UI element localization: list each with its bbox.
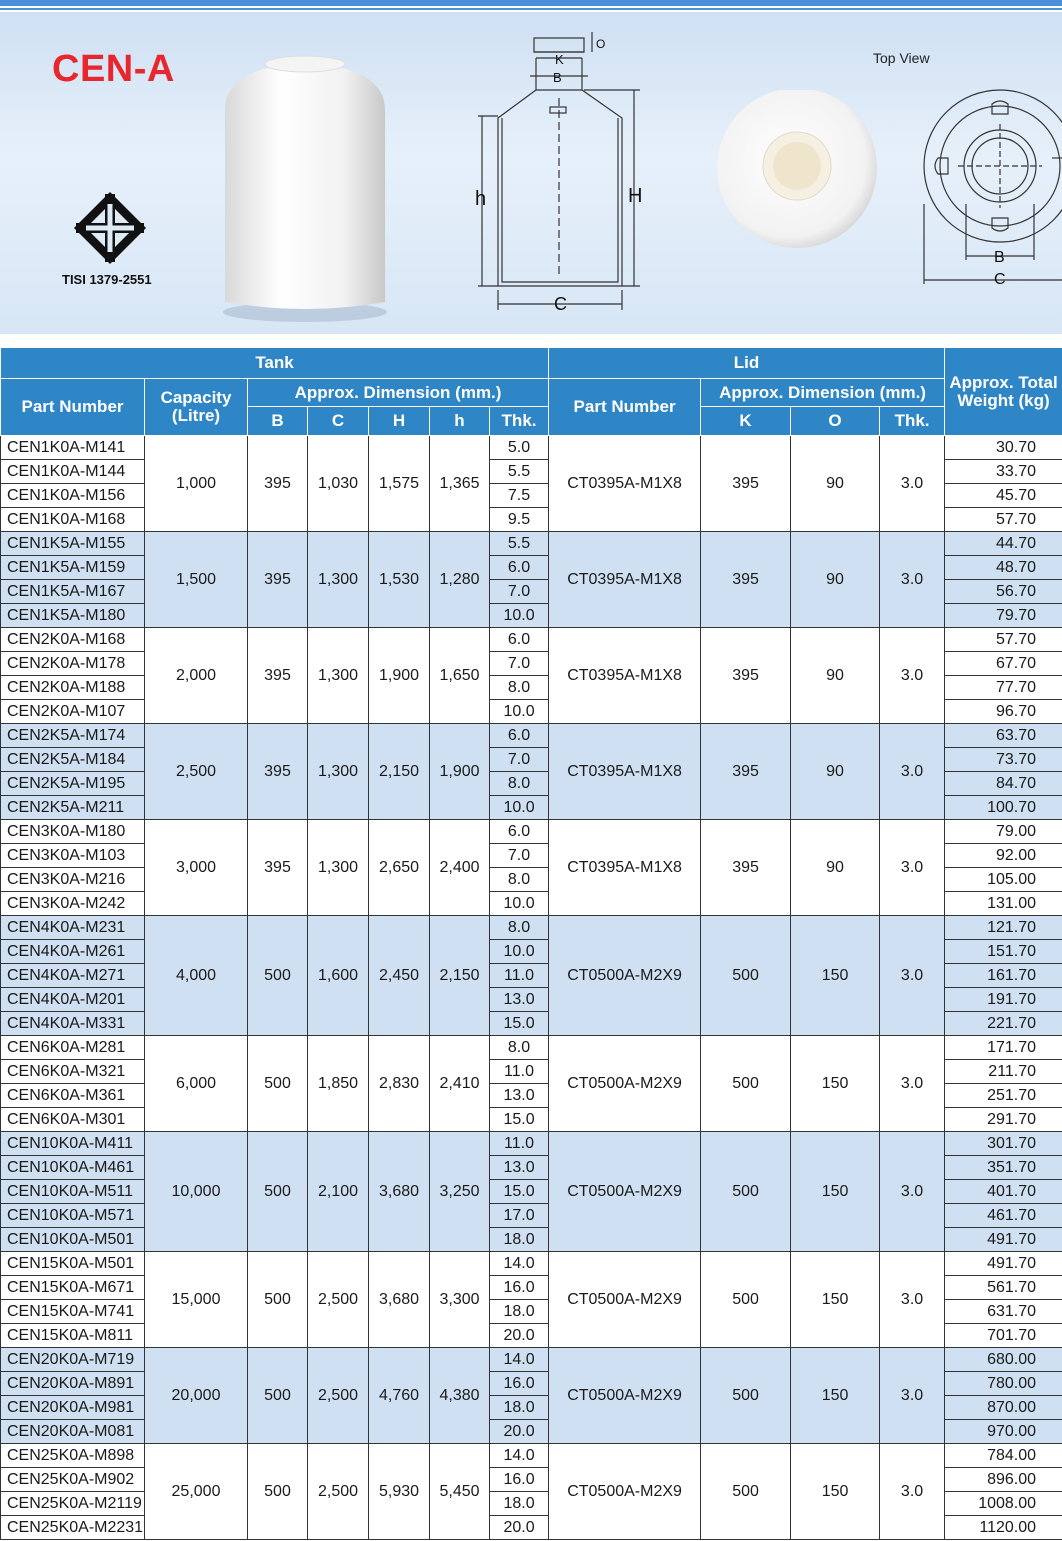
dim-c-cell: 2,500 — [308, 1252, 369, 1348]
lid-group-header: Lid — [549, 348, 945, 379]
thickness-cell: 16.0 — [490, 1276, 549, 1300]
part-number-cell: CEN15K0A-M811 — [1, 1324, 145, 1348]
thickness-cell: 8.0 — [490, 916, 549, 940]
thickness-cell: 8.0 — [490, 772, 549, 796]
weight-cell: 1120.00 — [945, 1516, 1062, 1540]
dim-h-cell: 2,400 — [430, 820, 490, 916]
top-view-diagram — [918, 84, 1062, 284]
table-row — [1, 628, 1062, 652]
part-number-cell: CEN25K0A-M898 — [1, 1444, 145, 1468]
dim-c-cell: 2,100 — [308, 1132, 369, 1252]
part-number-cell: CEN1K5A-M155 — [1, 532, 145, 556]
table-row — [1, 1348, 1062, 1372]
dim-label-o: O — [596, 37, 606, 51]
dim-H-cell: 3,680 — [369, 1252, 430, 1348]
dim-b-cell: 395 — [248, 820, 308, 916]
spec-table-body — [1, 436, 1062, 1540]
part-number-cell: CEN1K0A-M144 — [1, 460, 145, 484]
part-number-cell: CEN3K0A-M180 — [1, 820, 145, 844]
spec-table — [0, 347, 1062, 1540]
dim-b-cell: 500 — [248, 1036, 308, 1132]
lid-part-number-header: Part Number — [549, 379, 701, 436]
weight-cell: 79.70 — [945, 604, 1062, 628]
lid-o-cell: 150 — [791, 1444, 880, 1540]
weight-cell: 161.70 — [945, 964, 1062, 988]
thickness-cell: 18.0 — [490, 1300, 549, 1324]
weight-cell: 211.70 — [945, 1060, 1062, 1084]
top-rule-thin — [0, 8, 1062, 10]
part-number-cell: CEN1K0A-M168 — [1, 508, 145, 532]
lid-k-cell: 500 — [701, 1348, 791, 1444]
lid-thickness-cell: 3.0 — [880, 1132, 945, 1252]
weight-cell: 44.70 — [945, 532, 1062, 556]
tank-dimension-diagram — [470, 28, 650, 318]
weight-cell: 84.70 — [945, 772, 1062, 796]
table-row — [1, 1036, 1062, 1060]
weight-cell: 680.00 — [945, 1348, 1062, 1372]
part-number-header: Part Number — [1, 379, 145, 436]
thickness-cell: 17.0 — [490, 1204, 549, 1228]
table-row — [1, 1252, 1062, 1276]
table-row — [1, 1444, 1062, 1468]
part-number-cell: CEN10K0A-M501 — [1, 1228, 145, 1252]
table-row — [1, 1132, 1062, 1156]
dim-b-cell: 395 — [248, 532, 308, 628]
dim-H-cell: 1,575 — [369, 436, 430, 532]
lid-part-number-cell: CT0500A-M2X9 — [549, 1132, 701, 1252]
dim-c-cell: 1,300 — [308, 724, 369, 820]
part-number-cell: CEN10K0A-M511 — [1, 1180, 145, 1204]
lid-thickness-cell: 3.0 — [880, 1444, 945, 1540]
dim-label-c: C — [554, 294, 567, 314]
weight-cell: 30.70 — [945, 436, 1062, 460]
lid-thickness-cell: 3.0 — [880, 1252, 945, 1348]
thickness-cell: 11.0 — [490, 1060, 549, 1084]
dim-h-cell: 3,300 — [430, 1252, 490, 1348]
thickness-cell: 11.0 — [490, 1132, 549, 1156]
thickness-cell: 13.0 — [490, 1084, 549, 1108]
part-number-cell: CEN6K0A-M281 — [1, 1036, 145, 1060]
dim-label-b: B — [553, 70, 562, 85]
weight-cell: 77.70 — [945, 676, 1062, 700]
capacity-cell: 25,000 — [145, 1444, 248, 1540]
lid-o-cell: 150 — [791, 1252, 880, 1348]
lid-k-cell: 395 — [701, 532, 791, 628]
dim-c-cell: 1,300 — [308, 532, 369, 628]
weight-cell: 100.70 — [945, 796, 1062, 820]
lid-k-cell: 500 — [701, 1036, 791, 1132]
top-rule — [0, 0, 1062, 6]
lid-o-cell: 90 — [791, 532, 880, 628]
col-thk-header: Thk. — [490, 407, 549, 436]
weight-cell: 63.70 — [945, 724, 1062, 748]
product-banner — [0, 12, 1062, 334]
top-dim-label-b: B — [994, 249, 1005, 266]
thickness-cell: 13.0 — [490, 1156, 549, 1180]
capacity-header: Capacity (Litre) — [145, 379, 248, 436]
weight-cell: 33.70 — [945, 460, 1062, 484]
dim-H-cell: 1,530 — [369, 532, 430, 628]
col-lid-thk-header: Thk. — [880, 407, 945, 436]
weight-cell: 121.70 — [945, 916, 1062, 940]
part-number-cell: CEN2K0A-M107 — [1, 700, 145, 724]
part-number-cell: CEN2K0A-M178 — [1, 652, 145, 676]
part-number-cell: CEN20K0A-M891 — [1, 1372, 145, 1396]
col-o-header: O — [791, 407, 880, 436]
product-title: CEN-A — [52, 48, 175, 90]
part-number-cell: CEN6K0A-M321 — [1, 1060, 145, 1084]
thickness-cell: 15.0 — [490, 1180, 549, 1204]
dim-h-cell: 1,900 — [430, 724, 490, 820]
part-number-cell: CEN25K0A-M2119 — [1, 1492, 145, 1516]
dim-H-cell: 2,150 — [369, 724, 430, 820]
thickness-cell: 14.0 — [490, 1444, 549, 1468]
lid-o-cell: 150 — [791, 1036, 880, 1132]
lid-k-cell: 500 — [701, 1444, 791, 1540]
weight-cell: 291.70 — [945, 1108, 1062, 1132]
dim-label-h-big: H — [628, 185, 643, 207]
part-number-cell: CEN2K5A-M195 — [1, 772, 145, 796]
weight-cell: 870.00 — [945, 1396, 1062, 1420]
dim-h-cell: 3,250 — [430, 1132, 490, 1252]
thickness-cell: 10.0 — [490, 940, 549, 964]
col-c-header: C — [308, 407, 369, 436]
tisi-logo-icon — [72, 190, 148, 266]
part-number-cell: CEN20K0A-M981 — [1, 1396, 145, 1420]
lid-thickness-cell: 3.0 — [880, 628, 945, 724]
part-number-cell: CEN2K0A-M188 — [1, 676, 145, 700]
weight-cell: 1008.00 — [945, 1492, 1062, 1516]
dim-c-cell: 2,500 — [308, 1444, 369, 1540]
part-number-cell: CEN4K0A-M201 — [1, 988, 145, 1012]
part-number-cell: CEN2K5A-M174 — [1, 724, 145, 748]
dim-H-cell: 3,680 — [369, 1132, 430, 1252]
part-number-cell: CEN10K0A-M411 — [1, 1132, 145, 1156]
weight-cell: 57.70 — [945, 628, 1062, 652]
thickness-cell: 14.0 — [490, 1348, 549, 1372]
part-number-cell: CEN1K0A-M141 — [1, 436, 145, 460]
capacity-cell: 3,000 — [145, 820, 248, 916]
thickness-cell: 8.0 — [490, 676, 549, 700]
dim-h-cell: 1,365 — [430, 436, 490, 532]
dim-H-cell: 2,650 — [369, 820, 430, 916]
part-number-cell: CEN4K0A-M271 — [1, 964, 145, 988]
lid-part-number-cell: CT0395A-M1X8 — [549, 436, 701, 532]
lid-o-cell: 90 — [791, 436, 880, 532]
weight-cell: 92.00 — [945, 844, 1062, 868]
lid-o-cell: 90 — [791, 628, 880, 724]
table-row — [1, 436, 1062, 460]
part-number-cell: CEN4K0A-M261 — [1, 940, 145, 964]
thickness-cell: 16.0 — [490, 1468, 549, 1492]
table-row — [1, 820, 1062, 844]
weight-cell: 631.70 — [945, 1300, 1062, 1324]
lid-part-number-cell: CT0395A-M1X8 — [549, 532, 701, 628]
thickness-cell: 5.0 — [490, 436, 549, 460]
lid-thickness-cell: 3.0 — [880, 532, 945, 628]
dim-h-cell: 2,150 — [430, 916, 490, 1036]
thickness-cell: 6.0 — [490, 724, 549, 748]
weight-cell: 96.70 — [945, 700, 1062, 724]
dim-h-cell: 4,380 — [430, 1348, 490, 1444]
weight-cell: 131.00 — [945, 892, 1062, 916]
part-number-cell: CEN1K5A-M167 — [1, 580, 145, 604]
lid-part-number-cell: CT0500A-M2X9 — [549, 916, 701, 1036]
dim-label-h-small: h — [475, 188, 487, 210]
lid-part-number-cell: CT0395A-M1X8 — [549, 820, 701, 916]
weight-cell: 151.70 — [945, 940, 1062, 964]
dim-H-cell: 4,760 — [369, 1348, 430, 1444]
dim-b-cell: 395 — [248, 628, 308, 724]
weight-cell: 461.70 — [945, 1204, 1062, 1228]
dim-b-cell: 500 — [248, 1132, 308, 1252]
weight-cell: 701.70 — [945, 1324, 1062, 1348]
dim-b-cell: 395 — [248, 436, 308, 532]
part-number-cell: CEN2K0A-M168 — [1, 628, 145, 652]
capacity-cell: 15,000 — [145, 1252, 248, 1348]
thickness-cell: 9.5 — [490, 508, 549, 532]
thickness-cell: 20.0 — [490, 1324, 549, 1348]
col-h-header: h — [430, 407, 490, 436]
part-number-cell: CEN4K0A-M231 — [1, 916, 145, 940]
lid-thickness-cell: 3.0 — [880, 820, 945, 916]
thickness-cell: 20.0 — [490, 1516, 549, 1540]
thickness-cell: 7.0 — [490, 844, 549, 868]
lid-k-cell: 395 — [701, 724, 791, 820]
lid-k-cell: 500 — [701, 1132, 791, 1252]
lid-o-cell: 90 — [791, 820, 880, 916]
dim-H-cell: 5,930 — [369, 1444, 430, 1540]
lid-thickness-cell: 3.0 — [880, 1036, 945, 1132]
lid-thickness-cell: 3.0 — [880, 436, 945, 532]
weight-cell: 105.00 — [945, 868, 1062, 892]
part-number-cell: CEN20K0A-M719 — [1, 1348, 145, 1372]
capacity-cell: 2,500 — [145, 724, 248, 820]
thickness-cell: 18.0 — [490, 1492, 549, 1516]
top-view-label: Top View — [873, 50, 930, 66]
lid-part-number-cell: CT0500A-M2X9 — [549, 1348, 701, 1444]
weight-header: Approx. Total Weight (kg) — [945, 348, 1062, 436]
table-row — [1, 916, 1062, 940]
part-number-cell: CEN10K0A-M461 — [1, 1156, 145, 1180]
weight-cell: 171.70 — [945, 1036, 1062, 1060]
weight-cell: 57.70 — [945, 508, 1062, 532]
weight-cell: 221.70 — [945, 1012, 1062, 1036]
thickness-cell: 5.5 — [490, 532, 549, 556]
dim-H-cell: 2,830 — [369, 1036, 430, 1132]
thickness-cell: 6.0 — [490, 628, 549, 652]
part-number-cell: CEN1K5A-M180 — [1, 604, 145, 628]
lid-k-cell: 500 — [701, 1252, 791, 1348]
thickness-cell: 13.0 — [490, 988, 549, 1012]
thickness-cell: 20.0 — [490, 1420, 549, 1444]
weight-cell: 491.70 — [945, 1252, 1062, 1276]
thickness-cell: 16.0 — [490, 1372, 549, 1396]
thickness-cell: 14.0 — [490, 1252, 549, 1276]
weight-cell: 970.00 — [945, 1420, 1062, 1444]
thickness-cell: 10.0 — [490, 604, 549, 628]
lid-thickness-cell: 3.0 — [880, 1348, 945, 1444]
weight-cell: 73.70 — [945, 748, 1062, 772]
dim-b-cell: 500 — [248, 916, 308, 1036]
weight-cell: 301.70 — [945, 1132, 1062, 1156]
lid-o-cell: 150 — [791, 1348, 880, 1444]
lid-thickness-cell: 3.0 — [880, 916, 945, 1036]
thickness-cell: 8.0 — [490, 1036, 549, 1060]
weight-cell: 401.70 — [945, 1180, 1062, 1204]
thickness-cell: 18.0 — [490, 1228, 549, 1252]
part-number-cell: CEN6K0A-M361 — [1, 1084, 145, 1108]
thickness-cell: 10.0 — [490, 796, 549, 820]
part-number-cell: CEN3K0A-M242 — [1, 892, 145, 916]
capacity-cell: 2,000 — [145, 628, 248, 724]
lid-o-cell: 150 — [791, 916, 880, 1036]
capacity-cell: 20,000 — [145, 1348, 248, 1444]
table-row — [1, 532, 1062, 556]
lid-part-number-cell: CT0500A-M2X9 — [549, 1252, 701, 1348]
capacity-cell: 6,000 — [145, 1036, 248, 1132]
dim-h-cell: 2,410 — [430, 1036, 490, 1132]
weight-cell: 191.70 — [945, 988, 1062, 1012]
thickness-cell: 15.0 — [490, 1108, 549, 1132]
lid-k-cell: 395 — [701, 820, 791, 916]
part-number-cell: CEN4K0A-M331 — [1, 1012, 145, 1036]
thickness-cell: 7.0 — [490, 652, 549, 676]
capacity-cell: 4,000 — [145, 916, 248, 1036]
part-number-cell: CEN3K0A-M216 — [1, 868, 145, 892]
lid-thickness-cell: 3.0 — [880, 724, 945, 820]
thickness-cell: 18.0 — [490, 1396, 549, 1420]
dim-label-k: K — [555, 52, 564, 67]
part-number-cell: CEN15K0A-M741 — [1, 1300, 145, 1324]
part-number-cell: CEN15K0A-M671 — [1, 1276, 145, 1300]
dim-c-cell: 2,500 — [308, 1348, 369, 1444]
col-k-header: K — [701, 407, 791, 436]
weight-cell: 56.70 — [945, 580, 1062, 604]
lid-part-number-cell: CT0395A-M1X8 — [549, 724, 701, 820]
dim-b-cell: 500 — [248, 1348, 308, 1444]
part-number-cell: CEN2K5A-M211 — [1, 796, 145, 820]
thickness-cell: 6.0 — [490, 820, 549, 844]
thickness-cell: 5.5 — [490, 460, 549, 484]
weight-cell: 351.70 — [945, 1156, 1062, 1180]
top-dim-label-c: C — [994, 271, 1006, 284]
lid-k-cell: 500 — [701, 916, 791, 1036]
capacity-cell: 10,000 — [145, 1132, 248, 1252]
weight-cell: 561.70 — [945, 1276, 1062, 1300]
thickness-cell: 11.0 — [490, 964, 549, 988]
thickness-cell: 7.0 — [490, 748, 549, 772]
tank-top-photo — [712, 90, 882, 250]
thickness-cell: 7.0 — [490, 580, 549, 604]
tank-dimension-header: Approx. Dimension (mm.) — [248, 379, 549, 407]
part-number-cell: CEN25K0A-M902 — [1, 1468, 145, 1492]
dim-c-cell: 1,600 — [308, 916, 369, 1036]
tank-photo — [215, 50, 395, 325]
tisi-standard-label: TISI 1379-2551 — [62, 272, 152, 287]
dim-H-cell: 2,450 — [369, 916, 430, 1036]
dim-c-cell: 1,030 — [308, 436, 369, 532]
dim-h-cell: 1,650 — [430, 628, 490, 724]
part-number-cell: CEN1K0A-M156 — [1, 484, 145, 508]
lid-part-number-cell: CT0500A-M2X9 — [549, 1036, 701, 1132]
weight-cell: 491.70 — [945, 1228, 1062, 1252]
dim-h-cell: 5,450 — [430, 1444, 490, 1540]
part-number-cell: CEN20K0A-M081 — [1, 1420, 145, 1444]
dim-c-cell: 1,850 — [308, 1036, 369, 1132]
weight-cell: 780.00 — [945, 1372, 1062, 1396]
weight-cell: 45.70 — [945, 484, 1062, 508]
dim-b-cell: 500 — [248, 1444, 308, 1540]
weight-cell: 48.70 — [945, 556, 1062, 580]
part-number-cell: CEN2K5A-M184 — [1, 748, 145, 772]
col-b-header: B — [248, 407, 308, 436]
lid-dimension-header: Approx. Dimension (mm.) — [701, 379, 945, 407]
dim-c-cell: 1,300 — [308, 820, 369, 916]
lid-k-cell: 395 — [701, 628, 791, 724]
part-number-cell: CEN3K0A-M103 — [1, 844, 145, 868]
weight-cell: 251.70 — [945, 1084, 1062, 1108]
weight-cell: 784.00 — [945, 1444, 1062, 1468]
part-number-cell: CEN6K0A-M301 — [1, 1108, 145, 1132]
capacity-cell: 1,000 — [145, 436, 248, 532]
thickness-cell: 15.0 — [490, 1012, 549, 1036]
thickness-cell: 10.0 — [490, 700, 549, 724]
dim-c-cell: 1,300 — [308, 628, 369, 724]
dim-b-cell: 500 — [248, 1252, 308, 1348]
lid-k-cell: 395 — [701, 436, 791, 532]
weight-cell: 79.00 — [945, 820, 1062, 844]
weight-cell: 896.00 — [945, 1468, 1062, 1492]
weight-cell: 67.70 — [945, 652, 1062, 676]
thickness-cell: 6.0 — [490, 556, 549, 580]
capacity-cell: 1,500 — [145, 532, 248, 628]
lid-part-number-cell: CT0395A-M1X8 — [549, 628, 701, 724]
dim-b-cell: 395 — [248, 724, 308, 820]
part-number-cell: CEN15K0A-M501 — [1, 1252, 145, 1276]
col-H-header: H — [369, 407, 430, 436]
part-number-cell: CEN1K5A-M159 — [1, 556, 145, 580]
thickness-cell: 8.0 — [490, 868, 549, 892]
dim-H-cell: 1,900 — [369, 628, 430, 724]
thickness-cell: 7.5 — [490, 484, 549, 508]
tank-group-header: Tank — [1, 348, 549, 379]
lid-part-number-cell: CT0500A-M2X9 — [549, 1444, 701, 1540]
part-number-cell: CEN25K0A-M2231 — [1, 1516, 145, 1540]
lid-o-cell: 90 — [791, 724, 880, 820]
thickness-cell: 10.0 — [490, 892, 549, 916]
table-row — [1, 724, 1062, 748]
lid-o-cell: 150 — [791, 1132, 880, 1252]
part-number-cell: CEN10K0A-M571 — [1, 1204, 145, 1228]
dim-h-cell: 1,280 — [430, 532, 490, 628]
